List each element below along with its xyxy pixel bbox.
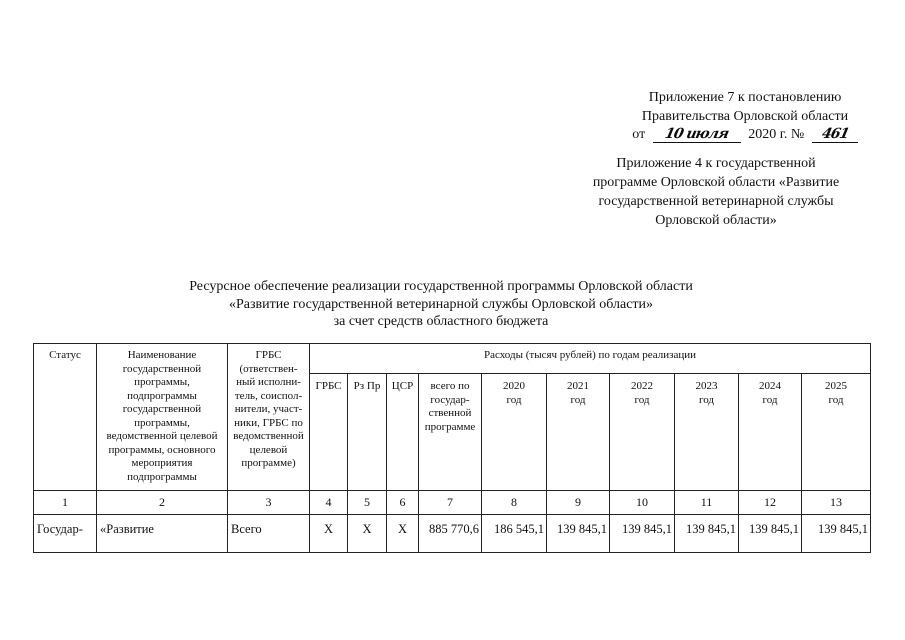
column-number: 12: [739, 491, 802, 515]
appendix4-block: [560, 154, 872, 230]
cell-rzpr: Х: [348, 515, 387, 553]
cell-grbs: Х: [310, 515, 348, 553]
appendix7-block: [600, 89, 890, 145]
cell-name: «Развитие: [97, 515, 228, 553]
column-number: 5: [348, 491, 387, 515]
column-number: 10: [610, 491, 675, 515]
cell-year-2024: 139 845,1: [739, 515, 802, 553]
table-row: [34, 515, 871, 553]
header-year-2022: 2022 год: [610, 374, 675, 491]
header-expenses: Расходы (тысяч рублей) по годам реализации: [310, 344, 871, 374]
cell-year-2021: 139 845,1: [547, 515, 610, 553]
column-number: 7: [419, 491, 482, 515]
column-number: 4: [310, 491, 348, 515]
cell-year-2020: 186 545,1: [482, 515, 547, 553]
column-number: 11: [675, 491, 739, 515]
cell-status: Государ-: [34, 515, 97, 553]
document-title: [91, 278, 791, 331]
column-number: 13: [802, 491, 871, 515]
cell-total: 885 770,6: [419, 515, 482, 553]
header-responsible: ГРБС (ответствен- ный исполни- тель, соиспол- нители, участ- ники, ГРБС по ведомственной целевой программе): [228, 344, 310, 491]
handwritten-date: [653, 127, 741, 143]
handwritten-number: [812, 127, 858, 143]
column-number: 3: [228, 491, 310, 515]
header-year-2020: 2020 год: [482, 374, 547, 491]
column-numbers-row: [34, 491, 871, 515]
cell-year-2022: 139 845,1: [610, 515, 675, 553]
column-number: 9: [547, 491, 610, 515]
header-total: всего по государ- ственной программе: [419, 374, 482, 491]
column-number: 1: [34, 491, 97, 515]
cell-year-2023: 139 845,1: [675, 515, 739, 553]
appendix4-line: программе Орловской области «Развитие: [592, 175, 840, 190]
header-year-2024: 2024 год: [739, 374, 802, 491]
header-name: Наименование государственной программы, подпрограммы государственной программы, ведомственной целевой программы, основного мероприятия подпрограммы: [97, 344, 228, 491]
date-prefix: от: [632, 127, 646, 142]
header-year-2025: 2025 год: [802, 374, 871, 491]
header-rzpr: Рз Пр: [348, 374, 387, 491]
column-number: 2: [97, 491, 228, 515]
appendix4-line: Приложение 4 к государственной: [616, 156, 816, 171]
cell-csr: Х: [387, 515, 419, 553]
appendix7-line2: Правительства Орловской области: [641, 108, 849, 124]
header-status: Статус: [34, 344, 97, 491]
handwritten-date-text: 10 июля: [663, 126, 730, 142]
header-csr: ЦСР: [387, 374, 419, 491]
handwritten-number-text: 461: [820, 126, 850, 142]
cell-year-2025: 139 845,1: [802, 515, 871, 553]
column-number: 6: [387, 491, 419, 515]
title-line: Ресурсное обеспечение реализации государственной программы Орловской области: [189, 279, 693, 294]
title-line: за счет средств областного бюджета: [333, 314, 549, 329]
header-year-2021: 2021 год: [547, 374, 610, 491]
appendix7-line1: Приложение 7 к постановлению: [648, 90, 842, 105]
year-label: 2020 г. №: [748, 127, 805, 142]
resource-table: [33, 343, 871, 553]
appendix4-line: Орловской области»: [655, 213, 777, 228]
header-row-1: [34, 344, 871, 374]
column-number: 8: [482, 491, 547, 515]
cell-responsible: Всего: [228, 515, 310, 553]
header-grbs: ГРБС: [310, 374, 348, 491]
title-line: «Развитие государственной ветеринарной службы Орловской области»: [228, 296, 654, 312]
appendix4-line: государственной ветеринарной службы: [598, 194, 834, 209]
appendix7-date-line: [600, 126, 890, 145]
header-year-2023: 2023 год: [675, 374, 739, 491]
